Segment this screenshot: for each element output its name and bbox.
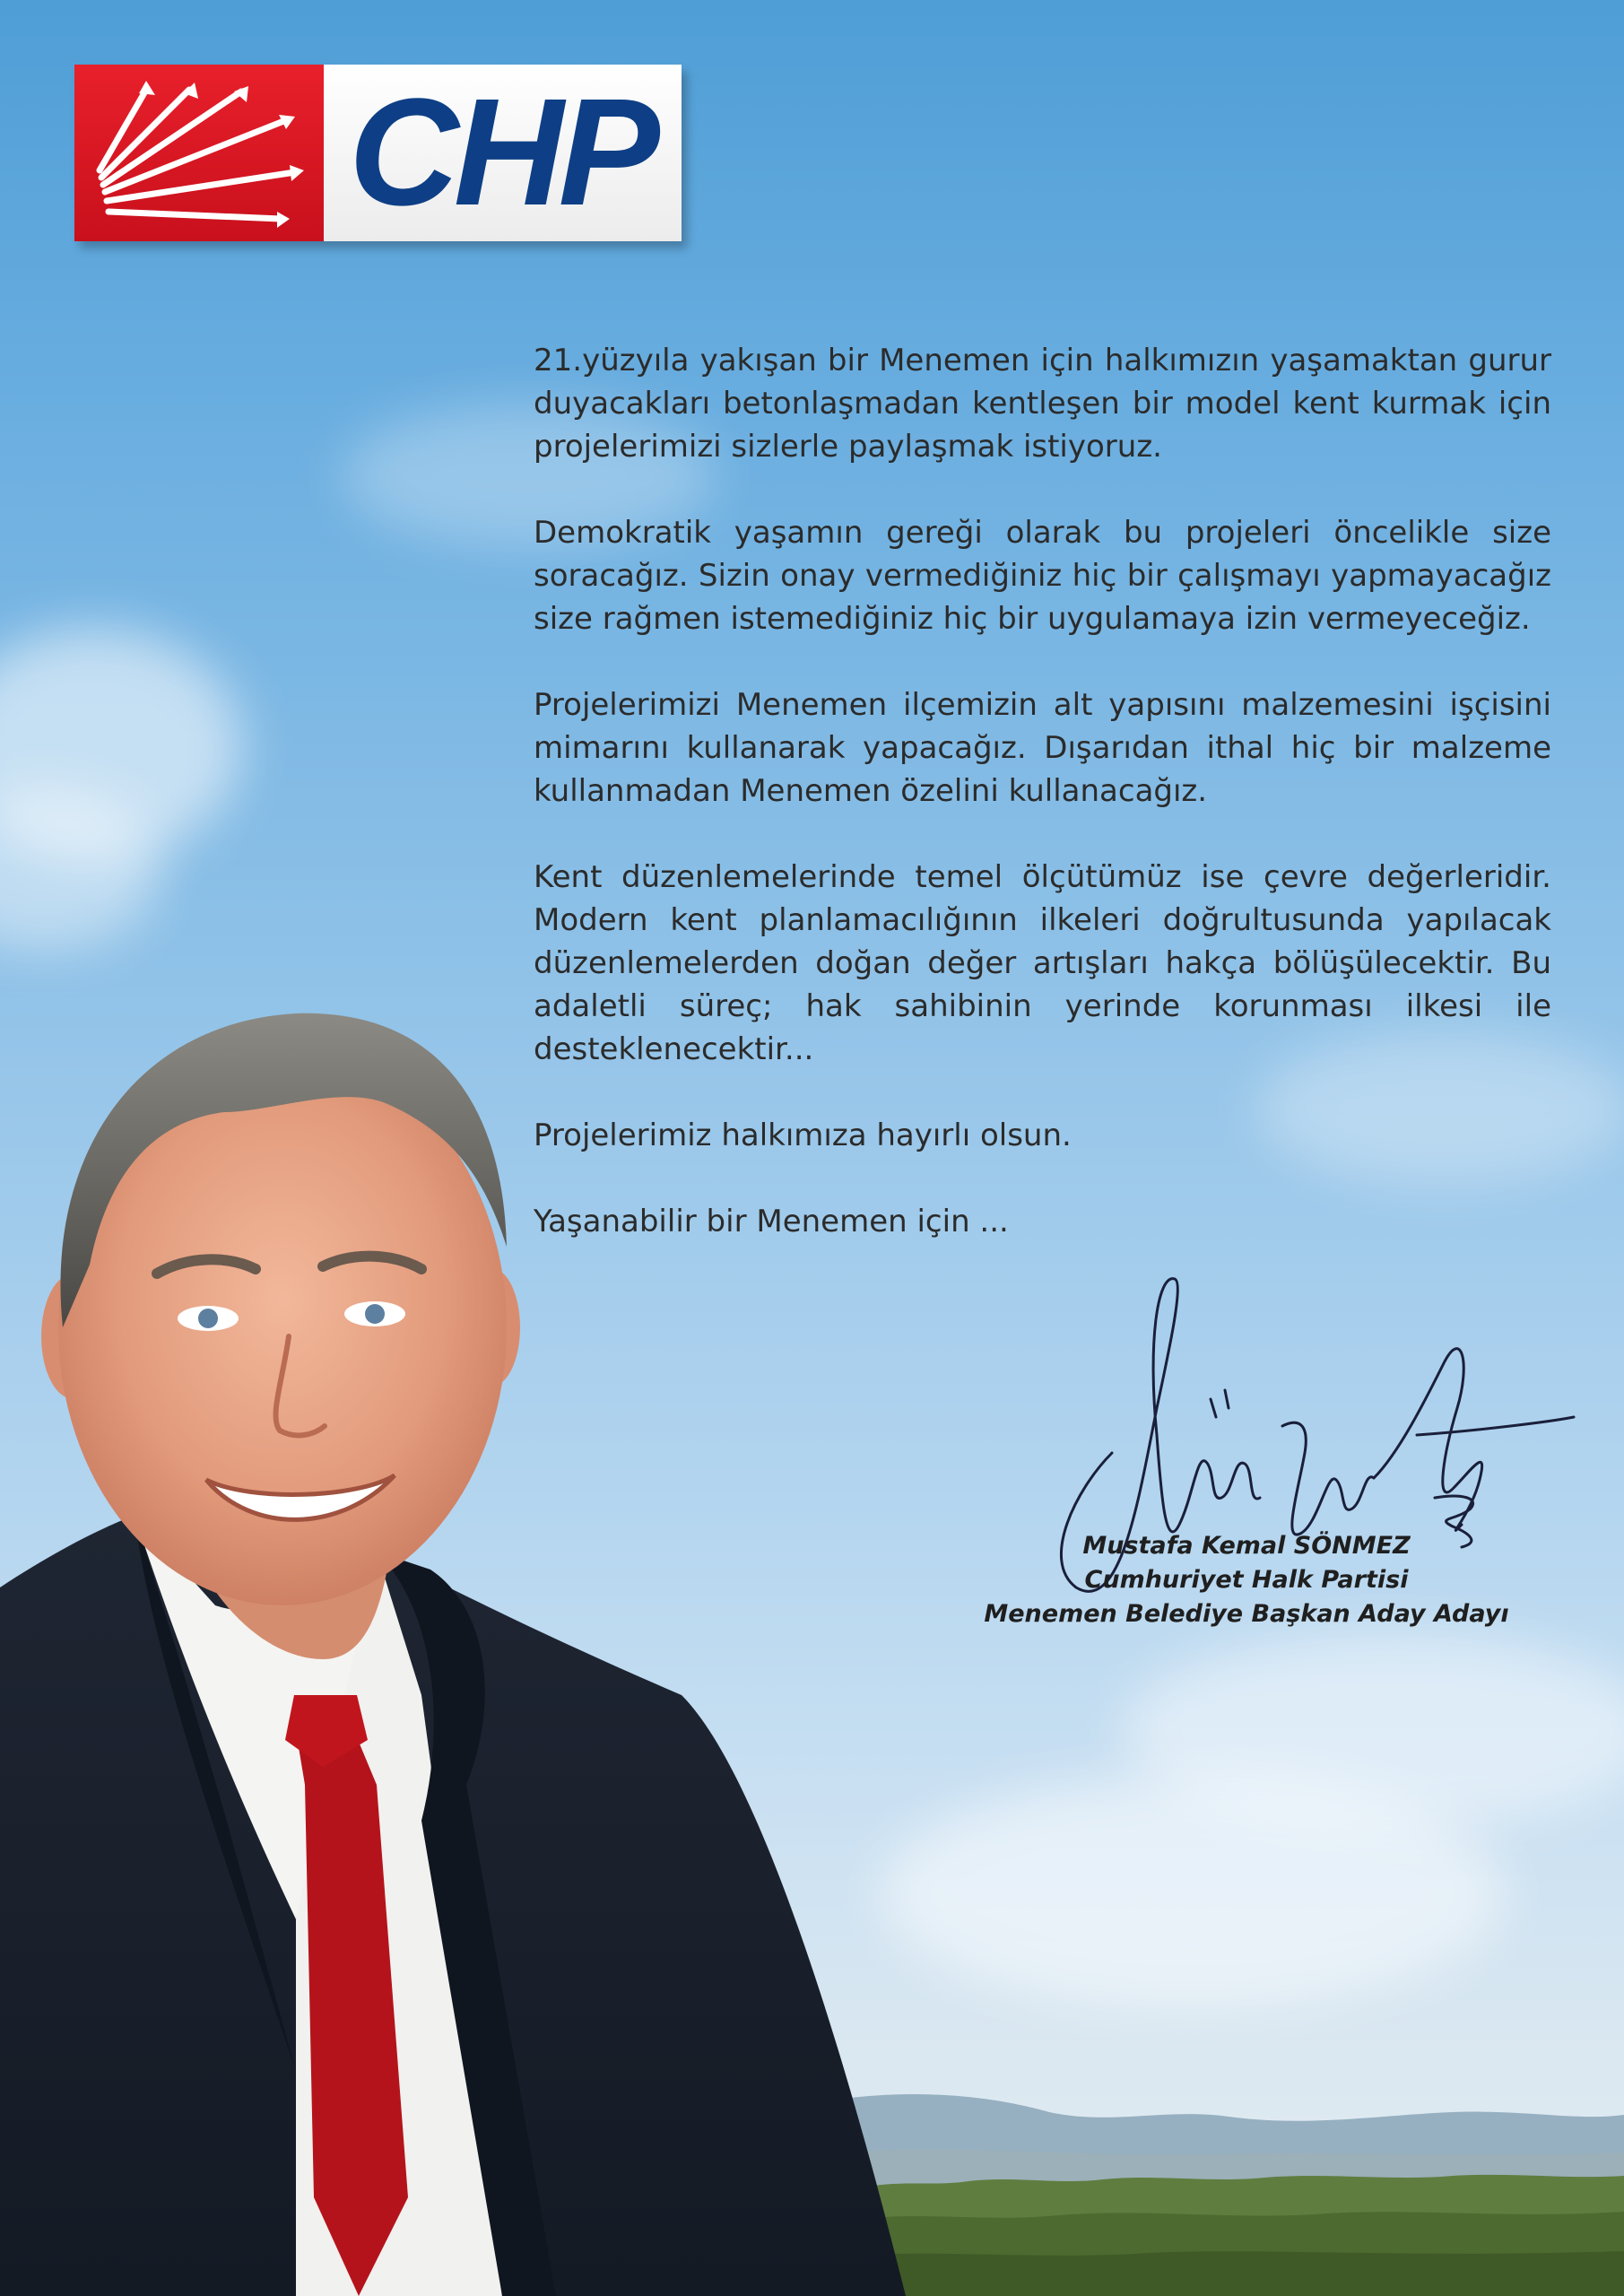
signatory-title: Menemen Belediye Başkan Aday Adayı [984, 1600, 1509, 1628]
candidate-portrait [0, 978, 906, 2296]
signatory-name: Mustafa Kemal SÖNMEZ [1082, 1532, 1411, 1560]
paragraph: 21.yüzyıla yakışan bir Menemen için halkımızın yaşamaktan gurur duyacakları betonlaşmadan kentleşen bir model kent kurmak için projelerimizi sizlerle paylaşmak istiyoruz. [534, 343, 1551, 465]
signatory-party: Cumhuriyet Halk Partisi [1084, 1566, 1409, 1594]
logo-wordmark-panel [324, 65, 682, 241]
six-arrows-icon [74, 65, 324, 241]
signature-block [977, 1529, 1515, 1631]
paragraph: Yaşanabilir bir Menemen için ... [534, 1204, 1009, 1239]
chp-logo [74, 65, 682, 241]
paragraph: Projelerimiz halkımıza hayırlı olsun. [534, 1118, 1072, 1153]
cloud [879, 1776, 1507, 2009]
paragraph: Kent düzenlemelerinde temel ölçütümüz ise çevre değerleridir. Modern kent planlamacılığının ilkeleri doğrultusunda yapılacak düzenlemelerden doğan değer artışları hakça bölüşülecektir. Bu adaletli süreç; hak sahibinin yerinde korunması ilkesi ile desteklenecektir... [534, 859, 1551, 1067]
paragraph: Projelerimizi Menemen ilçemizin alt yapısını malzemesini işçisini mimarını kullanarak yapacağız. Dışarıdan ithal hiç bir malzeme kullanmadan Menemen özelini kullanacağız. [534, 687, 1551, 809]
logo-wordmark: CHP [349, 67, 655, 238]
paragraph: Demokratik yaşamın gereği olarak bu projeleri öncelikle size soracağız. Sizin onay vermediğiniz hiç bir çalışmayı yapmayacağız size rağmen istemediğiniz hiç bir uygulamaya izin vermeyeceğiz. [534, 515, 1551, 637]
forest [861, 2170, 1624, 2296]
logo-emblem [74, 65, 324, 241]
